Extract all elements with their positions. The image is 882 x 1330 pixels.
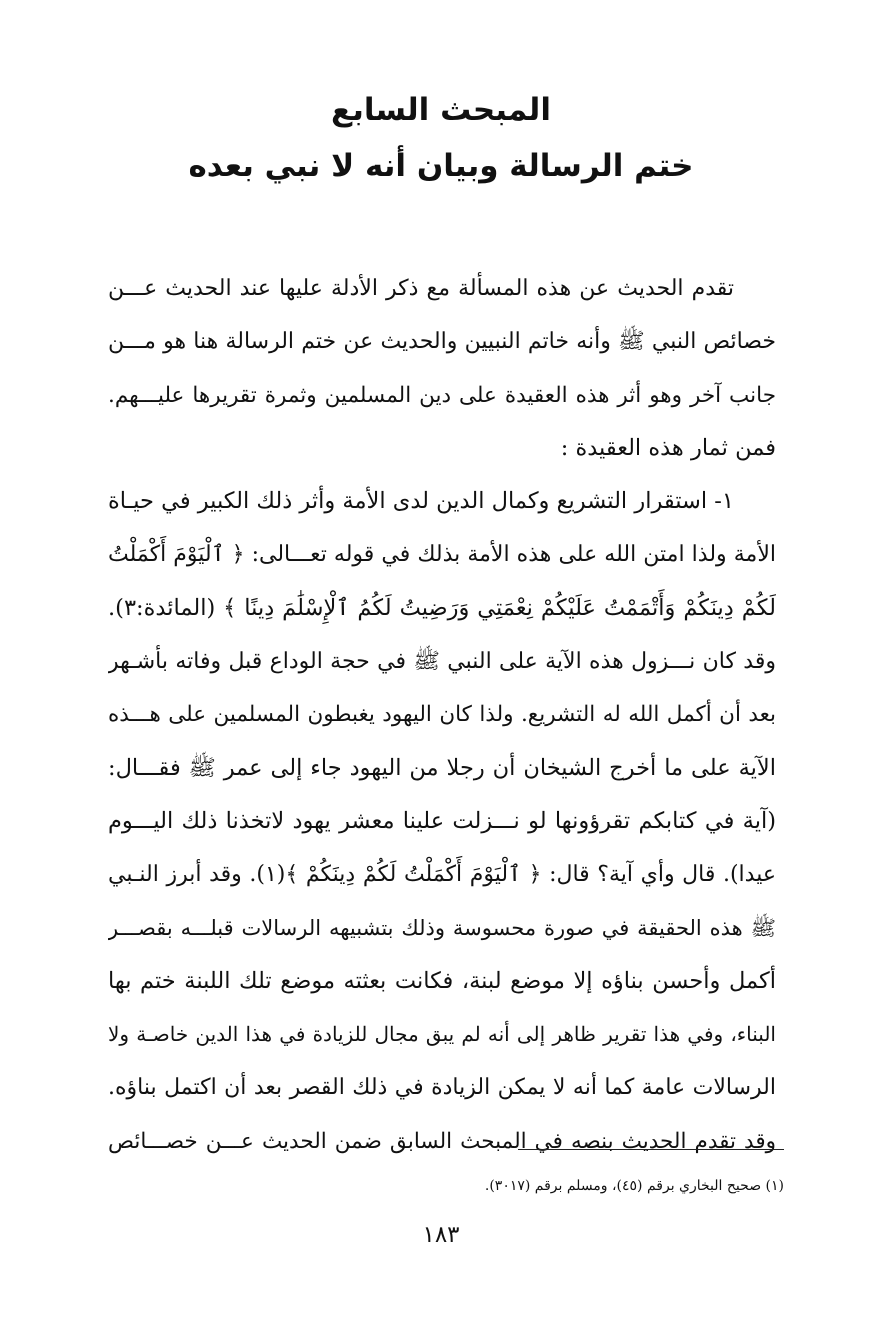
text-line: الأمة ولذا امتن الله على هذه الأمة بذلك في قوله تعـــالى: ﴿ ٱلْيَوْمَ أَكْمَلْتُ [108,542,776,568]
text-line: عيدا). قال وأي آية؟ قال: ﴿ ٱلْيَوْمَ أَكْمَلْتُ لَكُمْ دِينَكُمْ ﴾(١). وقد أبرز النـبي [108,862,776,888]
footnote-divider [518,1149,784,1150]
page-number: ١٨٣ [422,1222,460,1248]
section-title: المبحث السابع [331,92,551,128]
text-line: فمن ثمار هذه العقيدة : [560,434,776,461]
text-line: وقد تقدم الحديث بنصه في المبحث السابق ضمن الحديث عـــن خصـــائص [108,1128,776,1154]
text-line: تقدم الحديث عن هذه المسألة مع ذكر الأدلة عليها عند الحديث عـــن [108,276,734,301]
text-line: أكمل وأحسن بناؤه إلا موضع لبنة، فكانت بعثته موضع تلك اللبنة ختم بها [108,967,776,994]
text-line: (آية في كتابكم تقرؤونها لو نـــزلت علينا معشر يهود لاتخذنا ذلك اليـــوم [108,807,776,834]
body-text [108,262,776,1168]
text-line: لَكُمْ دِينَكُمْ وَأَتْمَمْتُ عَلَيْكُمْ نِعْمَتِي وَرَضِيتُ لَكُمُ ٱلْإِسْلَٰمَ دِينًا ﴾ (المائدة:٣). [108,594,776,621]
text-line: ﷺ هذه الحقيقة في صورة محسوسة وذلك بتشبيهه الرسالات قبلـــه بقصـــر [108,915,776,940]
text-line: خصائص النبي ﷺ وأنه خاتم النبيين والحديث عن ختم الرسالة هنا هو مـــن [108,329,776,355]
section-subtitle: ختم الرسالة وبيان أنه لا نبي بعده [188,148,694,184]
text-line: جانب آخر وهو أثر هذه العقيدة على دين المسلمين وثمرة تقريرها عليـــهم. [108,382,776,408]
text-line: ١- استقرار التشريع وكمال الدين لدى الأمة وأثر ذلك الكبير في حيـاة [108,488,734,515]
text-line: الآية على ما أخرج الشيخان أن رجلا من اليهود جاء إلى عمر ﷺ فقـــال: [108,754,776,781]
text-line: البناء، وفي هذا تقرير ظاهر إلى أنه لم يبق مجال للزيادة في هذا الدين خاصـة ولا [108,1022,776,1047]
text-line: وقد كان نـــزول هذه الآية على النبي ﷺ في حجة الوداع قبل وفاته بأشـهر [108,649,776,675]
text-line: بعد أن أكمل الله له التشريع. ولذا كان اليهود يغبطون المسلمين على هـــذه [108,702,776,728]
text-line: الرسالات عامة كما أنه لا يمكن الزيادة في ذلك القصر بعد أن اكتمل بناؤه. [108,1075,776,1101]
footnote: (١) صحيح البخاري برقم (٤٥)، ومسلم برقم (٣٠١٧). [484,1178,784,1194]
